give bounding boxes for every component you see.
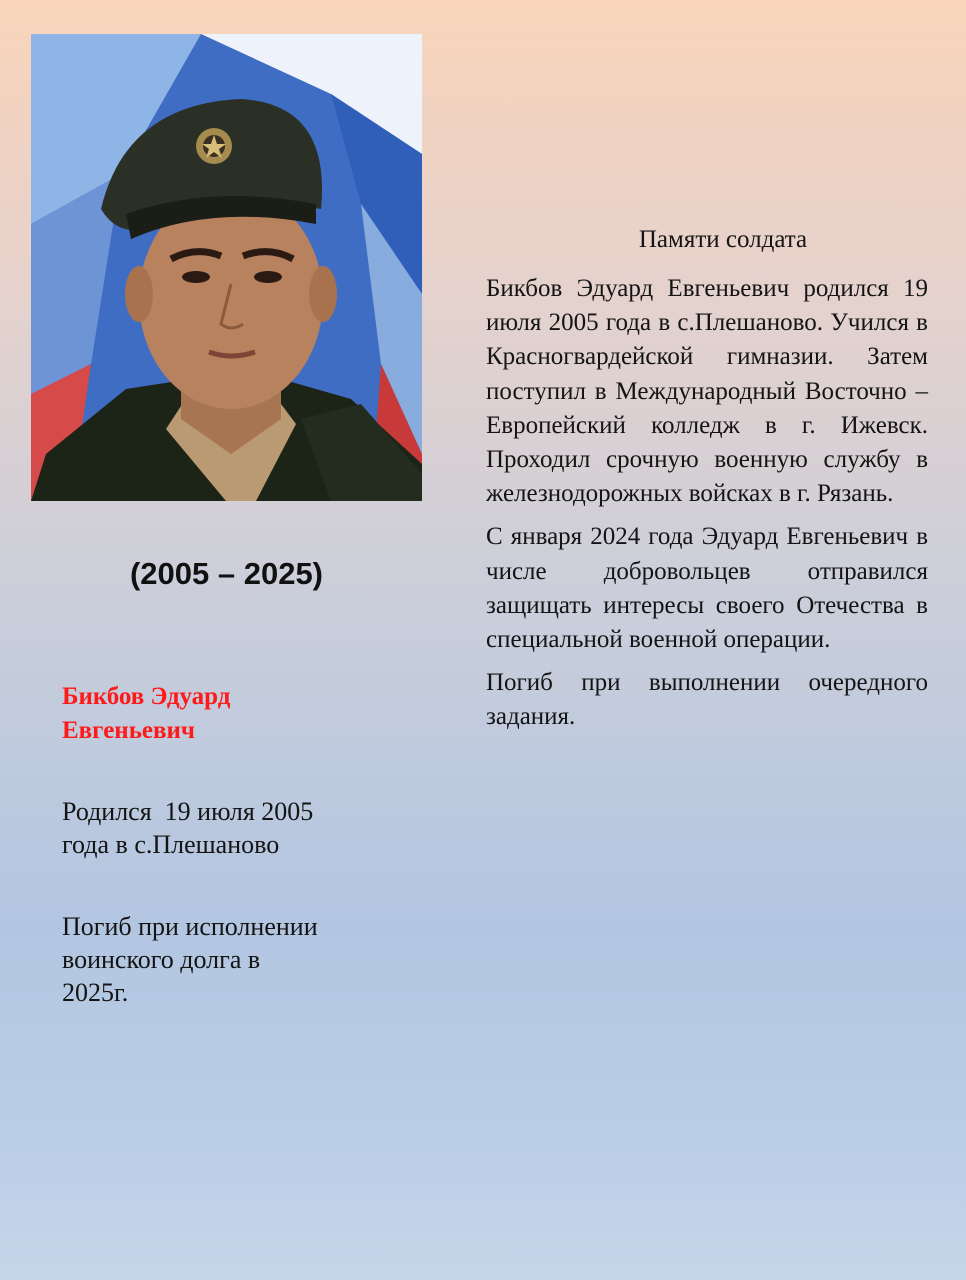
death-line: 2025г. [62,978,129,1007]
memorial-article [486,224,928,744]
article-heading: Памяти солдата [638,226,808,253]
name-line: Бикбов Эдуард [62,683,231,710]
birth-line: года в с.Плешаново [62,830,280,859]
life-years: (2005 – 2025) [129,556,324,591]
portrait-illustration [31,34,422,501]
birth-line: Родился 19 июля 2005 [62,797,314,826]
death-info [62,910,382,1009]
birth-info [62,795,382,861]
name-line: Евгеньевич [62,717,196,744]
article-paragraph-biography: Бикбов Эдуард Евгеньевич родился 19 июля 2005 года в с.Плешаново. Учился в Красногвардейской гимназии. Затем поступил в Международный Восточно – Европейский колледж в г. Ижевск. Проходил срочную военную службу в железнодорожных войсках в г. Рязань. [486,275,928,508]
article-paragraph-service: С января 2024 года Эдуард Евгеньевич в числе добровольцев отправился защищать интересы своего Отечества в специальной военной операции. [486,523,928,654]
article-paragraph-death: Погиб при выполнении очередного задания. [486,669,928,731]
death-line: Погиб при исполнении [62,912,318,941]
soldier-name [62,680,382,748]
death-line: воинского долга в [62,945,261,974]
soldier-portrait-photo [31,34,422,501]
